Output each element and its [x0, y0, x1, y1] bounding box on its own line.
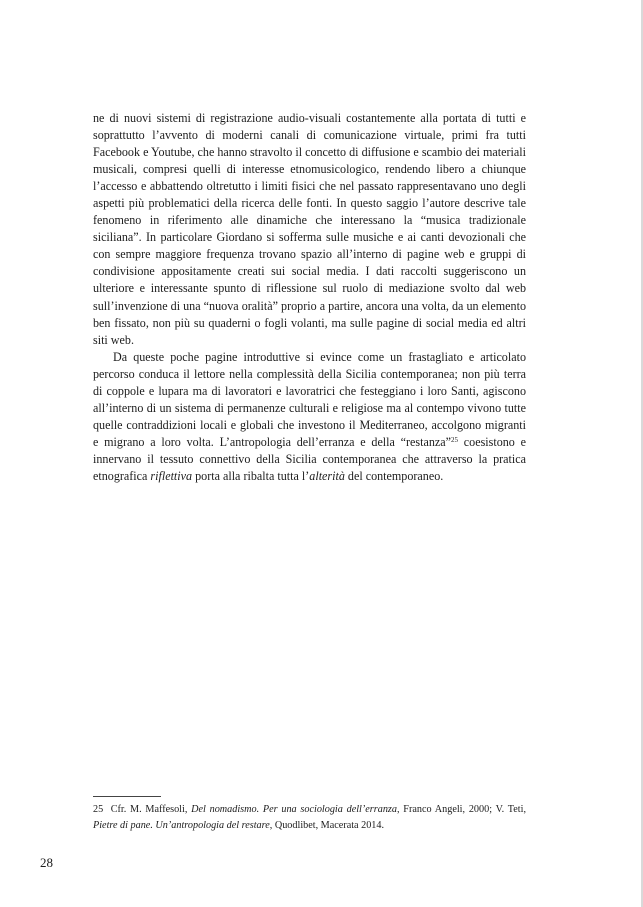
- main-text: [93, 110, 526, 485]
- paragraph-2-text-c: porta alla ribalta tutta l’: [192, 468, 310, 483]
- paragraph-2: [93, 349, 526, 485]
- footnote-reference-25[interactable]: 25: [451, 435, 459, 444]
- paragraph-1-text: ne di nuovi sistemi di registrazione audio-visuali costantemente alla portata di tutti e soprattutto l’avvento di moderni canali di comunicazione virtuale, primi fra tutti Facebook e Youtube, che hanno stravolto il concetto di diffusione e scambio dei materiali musicali, compresi quelli di interesse etnomusicologico, rendendo libero a chiunque l’accesso e abbattendo oltretutto i limiti fisici che nel passato rappresentavano uno degli aspetti più problematici della ricerca delle fonti. In questo saggio l’autore descrive tale fenomeno in riferimento alle dinamiche che interessano la “musica tradizionale siciliana”. In particolare Giordano si sofferma sulle musiche e ai canti devozionali che con sempre maggiore frequenza trovano spazio all’interno di pagine web e gruppi di condivisione appositamente creati sui social media. I dati raccolti suggeriscono un ulteriore e interessante spunto di riflessione sul ruolo di mediazione svolto dal web sull’invenzione di una “nuova oralità” proprio a partire, ancora una volta, da un elemento ben fissato, non più su quaderni o fogli volanti, ma sulle pagine di social media ed altri siti web.: [93, 111, 526, 347]
- emphasis-alterita: alterità: [309, 468, 345, 483]
- emphasis-riflettiva: riflettiva: [150, 468, 193, 483]
- paragraph-1: [93, 110, 526, 349]
- footnote-text-a: Cfr. M. Maffesoli,: [110, 804, 192, 815]
- footnote-title-teti: Pietre di pane. Un’antropologia del restare: [93, 820, 270, 832]
- footnote-separator: [93, 796, 161, 797]
- paragraph-2-text-a: Da queste poche pagine introduttive si evince come un frastagliato e articolato percorso conduca il lettore nella complessità della Sicilia contemporanea; non più terra di coppole e lupara ma di lavoratori e lavoratrici che festeggiano i loro Santi, agiscono all’interno di un sistema di permanenze culturali e religiose ma al contempo vivono tutte quelle contraddizioni locali e globali che investono il Mediterraneo, accolgono migranti e migrano a loro volta. L’antropologia dell’erranza e della “restanza”: [93, 349, 526, 449]
- paragraph-2-text-b: coesistono e innervano il tessuto connettivo della Sicilia contemporanea che attraverso la pratica etnografica: [93, 434, 526, 483]
- footnote-title-maffesoli: Del nomadismo. Per una sociologia dell’erranza: [191, 804, 397, 815]
- footnote-text-c: , Quodlibet, Macerata 2014.: [269, 820, 385, 832]
- page-number: 28: [40, 855, 53, 870]
- paragraph-2-text-d: del contemporaneo.: [344, 468, 444, 483]
- footnote-25: [93, 802, 526, 834]
- footnote-number: 25: [93, 804, 104, 815]
- footnote-text-b: , Franco Angeli, 2000; V. Teti,: [396, 804, 526, 815]
